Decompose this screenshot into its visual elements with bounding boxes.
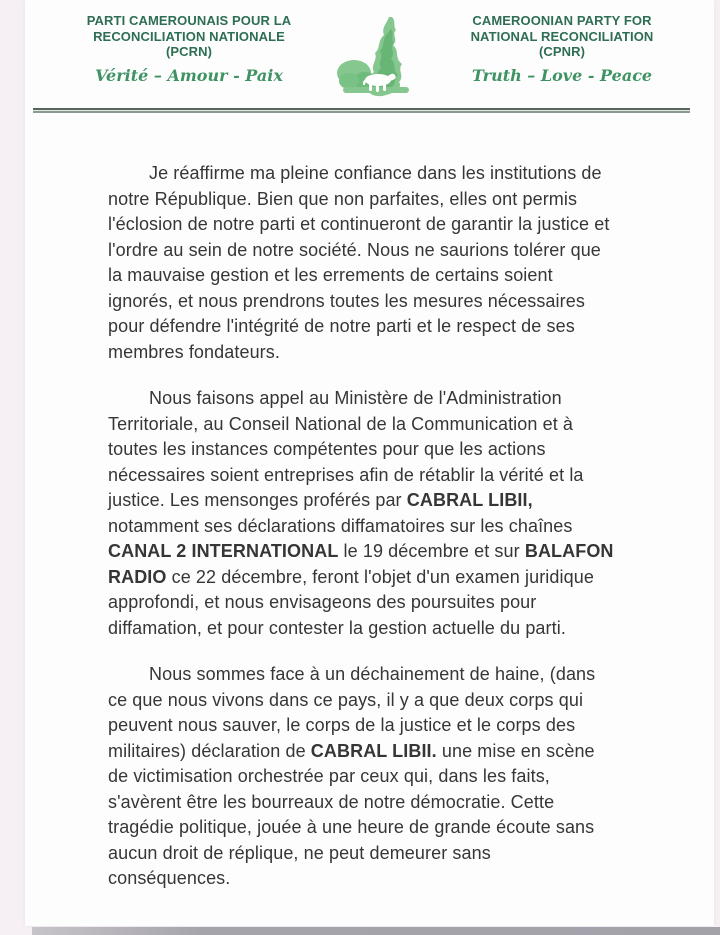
party-name-fr-line1: PARTI CAMEROUNAIS POUR LA xyxy=(86,13,292,28)
party-name-fr xyxy=(63,13,315,60)
letter-page xyxy=(25,0,714,926)
page-bottom-edge-shadow xyxy=(32,927,720,935)
paragraph-appeal-ministry: Nous faisons appel au Ministère de l'Administration Territoriale, au Conseil National de la Communication et à toutes les instances compétentes pour que les actions nécessaires soient entreprises afin de rétablir la vérité et la justice. Les mensonges proférés par CABRAL LIBII, notamment ses déclarations diffamatoires sur les chaînes CANAL 2 INTERNATIONAL le 19 décembre et sur BALAFON RADIO ce 22 décembre, feront l'objet d'un examen juridique approfondi, et nous envisageons des poursuites pour diffamation, et pour contester la gestion actuelle du parti. xyxy=(108,388,614,638)
party-acronym-en: (CPNR) xyxy=(538,44,586,59)
party-acronym-fr: (PCRN) xyxy=(165,44,213,59)
party-motto-fr: Vérité – Amour - Paix xyxy=(95,65,283,85)
party-name-en-line1: CAMEROONIAN PARTY FOR xyxy=(472,13,652,28)
party-name-english-block xyxy=(441,13,683,101)
letter-body xyxy=(25,113,714,892)
party-motto-en: Truth – Love - Peace xyxy=(471,65,653,85)
party-logo xyxy=(315,13,441,101)
paragraph-hate-declaration: Nous sommes face à un déchainement de haine, (dans ce que nous vivons dans ce pays, il y a que deux corps qui peuvent nous sauver, le corps de la justice et le corps des militaires) déclaration de CABRAL LIBII. une mise en scène de victimisation orchestrée par ceux qui, dans les faits, s'avèrent être les bourreaux de notre démocratie. Cette tragédie politique, jouée à une heure de grande écoute sans aucun droit de réplique, ne peut demeurer sans conséquences. xyxy=(108,664,596,888)
letterhead xyxy=(25,0,714,101)
party-name-fr-line2: RECONCILIATION NATIONALE xyxy=(93,28,285,44)
paragraph-confidence-institutions: Je réaffirme ma pleine confiance dans les institutions de notre République. Bien que non parfaites, elles ont permis l'éclosion de notre parti et continueront de garantir la justice et l'ordre au sein de notre société. Nous ne saurions tolérer que la mauvaise gestion et les errements de certains soient ignorés, et nous prendrons toutes les mesures nécessaires pour défendre l'intégrité de notre parti et le respect de ses membres fondateurs. xyxy=(108,163,610,362)
party-name-en xyxy=(441,13,683,60)
cameroon-map-icon xyxy=(329,15,427,101)
party-name-en-line2: NATIONAL RECONCILIATION xyxy=(470,28,654,44)
party-name-french-block xyxy=(63,13,315,101)
